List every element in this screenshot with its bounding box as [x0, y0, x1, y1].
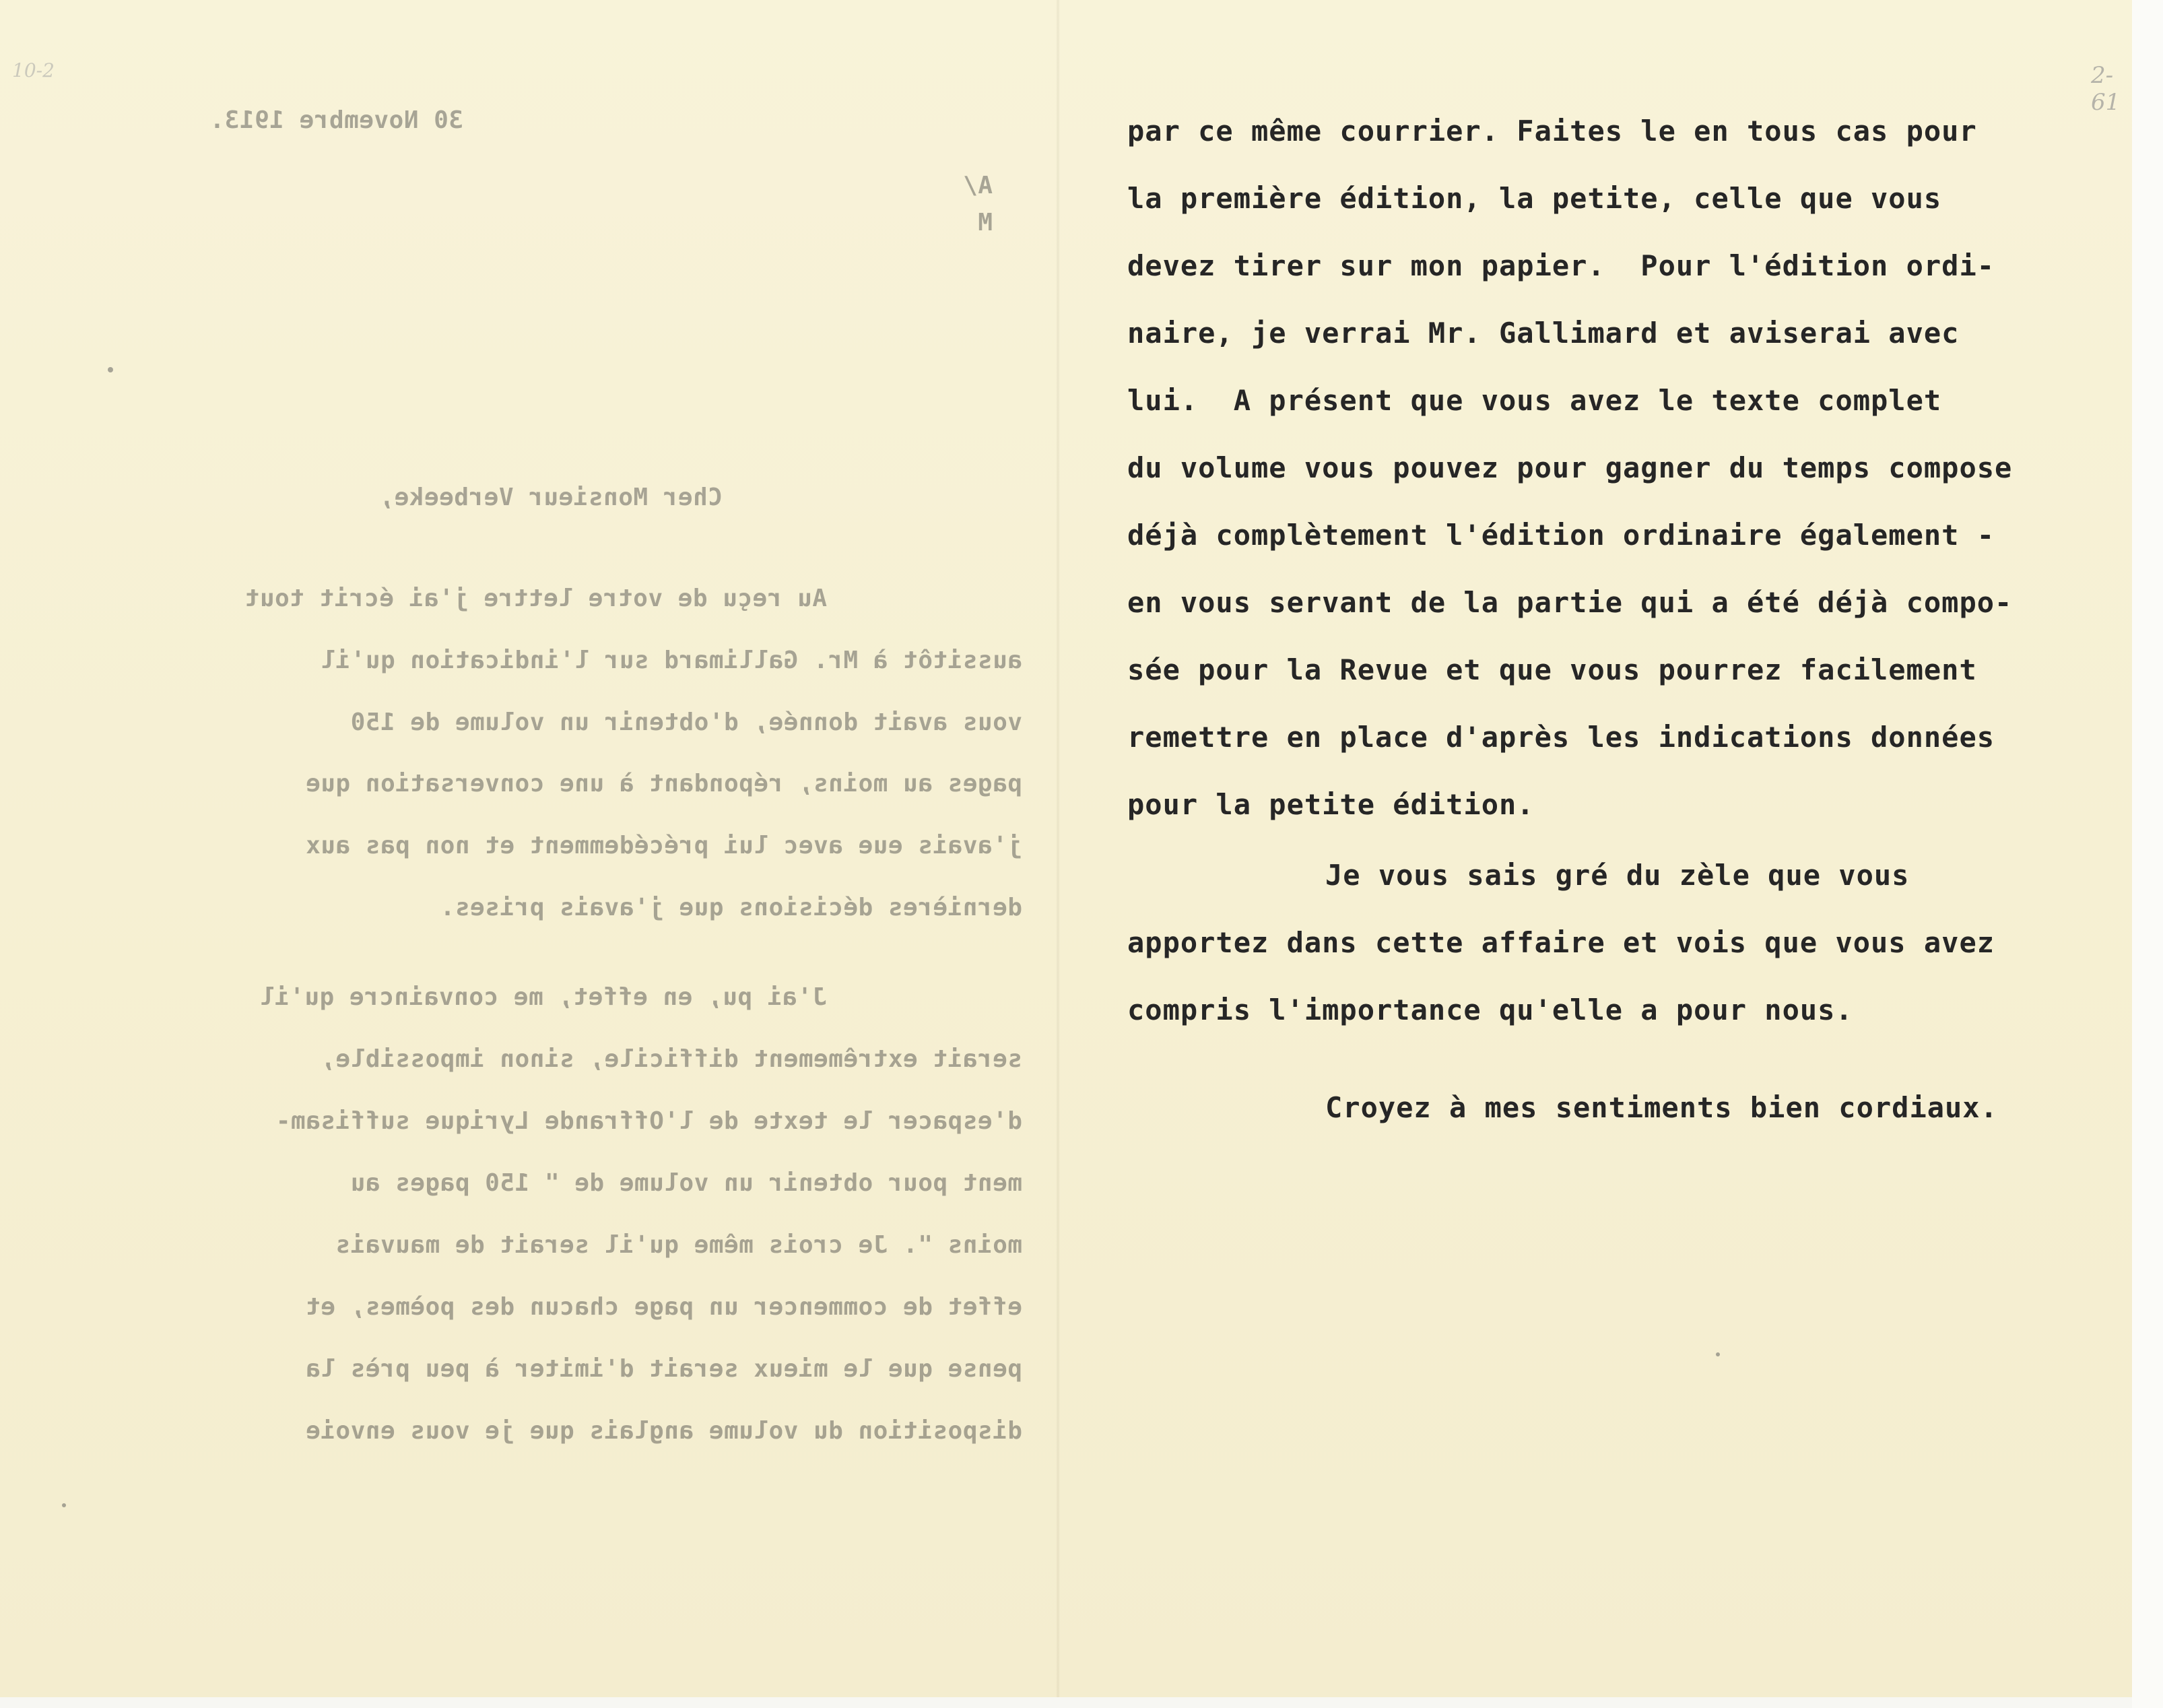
show-through-line: Au reçu de votre lettre j'ai écrit tout [244, 585, 827, 612]
ink-speck [62, 1503, 66, 1507]
letter-paragraph-2-line: apportez dans cette affaire et vois que vous avez [1127, 926, 1995, 959]
letter-line: déjà complètement l'édition ordinaire également - [1127, 519, 1995, 552]
show-through-line: d'espacer le texte de l'Offrande Lyrique suffisam- [275, 1107, 1022, 1135]
letter-closing: Croyez à mes sentiments bien cordiaux. [1325, 1091, 1998, 1124]
show-through-line: moins ". Je crois même qu'il serait de mauvais [335, 1231, 1022, 1259]
corner-note-left: 10-2 [12, 59, 55, 81]
show-through-line: disposition du volume anglais que je vous envoie [305, 1417, 1022, 1445]
letter-line: pour la petite édition. [1127, 788, 1535, 821]
letter-line: la première édition, la petite, celle que vous [1127, 182, 1942, 215]
show-through-line: pages au moins, répondant à une conversation que [305, 770, 1022, 797]
letter-line: par ce même courrier. Faites le en tous cas pour [1127, 114, 1977, 147]
letter-line: naire, je verrai Mr. Gallimard et aviserai avec [1127, 317, 1960, 350]
show-through-line: serait extrêmement difficile, sinon impossible, [320, 1045, 1022, 1073]
show-through-ref: A/ [962, 172, 993, 199]
letter-line: lui. A présent que vous avez le texte complet [1127, 384, 1942, 417]
letter-line: remettre en place d'après les indications données [1127, 721, 1995, 754]
show-through-line: J'ai pu, en effet, me convaincre qu'il [259, 983, 827, 1011]
show-through-line: ment pour obtenir un volume de " 150 pages au [350, 1169, 1022, 1197]
show-through-date: 30 Novembre 1913. [209, 106, 463, 134]
ink-speck [1716, 1352, 1720, 1356]
show-through-line: pense que le mieux serait d'imiter à peu près la [305, 1355, 1022, 1383]
scan-margin [2132, 0, 2163, 1708]
letter-line: devez tirer sur mon papier. Pour l'édition ordi- [1127, 249, 1995, 282]
letter-paragraph-2-line: compris l'importance qu'elle a pour nous. [1127, 993, 1853, 1026]
show-through-salutation: Cher Monsieur Verbeeke, [379, 484, 723, 511]
show-through-line: aussitôt à Mr. Gallimard sur l'indication qu'il [320, 647, 1022, 674]
letter-line: sée pour la Revue et que vous pourrez facilement [1127, 653, 1977, 686]
show-through-ref-2: M [977, 209, 993, 236]
corner-note-right: 2-61 [2091, 62, 2121, 116]
letter-line: du volume vous pouvez pour gagner du temps compose [1127, 451, 2013, 484]
show-through-line: effet de commencer un page chacun des poèmes, et [305, 1293, 1022, 1321]
show-through-line: j'avais eue avec lui précédemment et non pas aux [305, 832, 1022, 859]
letter-paragraph-2-line: Je vous sais gré du zèle que vous [1325, 859, 1910, 892]
show-through-line: vous avait donnée, d'obtenir un volume de 150 [350, 709, 1022, 736]
ink-speck [108, 367, 113, 372]
show-through-line: dernières décisions que j'avais prises. [440, 894, 1022, 921]
letter-line: en vous servant de la partie qui a été déjà compo- [1127, 586, 2013, 619]
